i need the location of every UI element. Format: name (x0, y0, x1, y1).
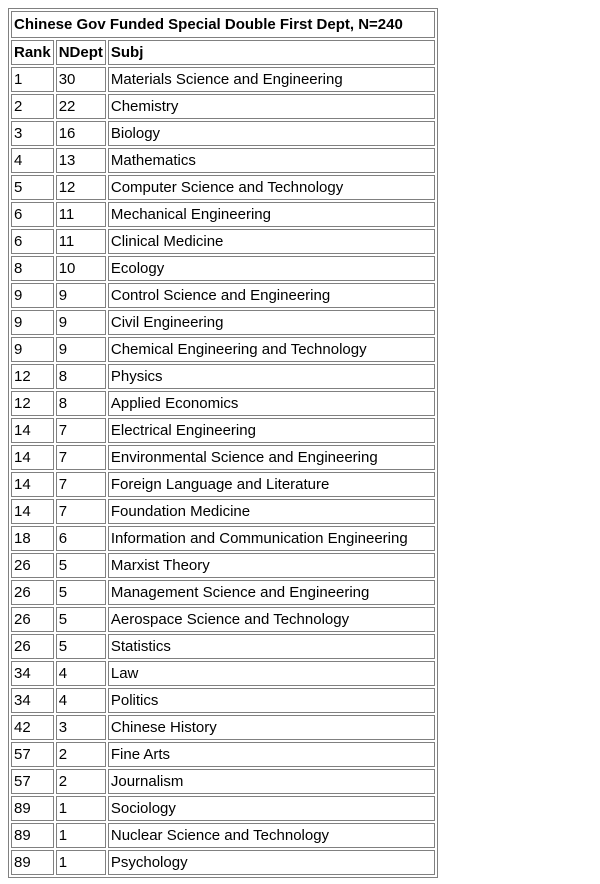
cell-rank: 26 (11, 580, 54, 605)
table-row (11, 499, 435, 524)
cell-rank: 12 (11, 364, 54, 389)
table-row (11, 526, 435, 551)
cell-subj: Sociology (108, 796, 435, 821)
table-row (11, 283, 435, 308)
cell-subj: Ecology (108, 256, 435, 281)
header-ndept: NDept (56, 40, 106, 65)
cell-subj: Environmental Science and Engineering (108, 445, 435, 470)
cell-rank: 1 (11, 67, 54, 92)
cell-rank: 89 (11, 823, 54, 848)
header-rank: Rank (11, 40, 54, 65)
table-row (11, 796, 435, 821)
cell-ndept: 8 (56, 364, 106, 389)
cell-subj: Aerospace Science and Technology (108, 607, 435, 632)
cell-rank: 34 (11, 688, 54, 713)
cell-subj: Foreign Language and Literature (108, 472, 435, 497)
cell-ndept: 4 (56, 661, 106, 686)
cell-subj: Psychology (108, 850, 435, 875)
cell-ndept: 16 (56, 121, 106, 146)
table-row (11, 850, 435, 875)
cell-ndept: 30 (56, 67, 106, 92)
cell-rank: 6 (11, 229, 54, 254)
cell-rank: 14 (11, 472, 54, 497)
table-row (11, 391, 435, 416)
cell-subj: Physics (108, 364, 435, 389)
cell-subj: Materials Science and Engineering (108, 67, 435, 92)
table-row (11, 202, 435, 227)
cell-subj: Nuclear Science and Technology (108, 823, 435, 848)
cell-subj: Foundation Medicine (108, 499, 435, 524)
cell-subj: Statistics (108, 634, 435, 659)
table-row (11, 337, 435, 362)
cell-subj: Electrical Engineering (108, 418, 435, 443)
cell-ndept: 11 (56, 229, 106, 254)
cell-rank: 18 (11, 526, 54, 551)
header-subj: Subj (108, 40, 435, 65)
table-title-row (11, 11, 435, 38)
cell-ndept: 5 (56, 553, 106, 578)
cell-rank: 8 (11, 256, 54, 281)
cell-subj: Civil Engineering (108, 310, 435, 335)
table-row (11, 148, 435, 173)
cell-rank: 4 (11, 148, 54, 173)
cell-ndept: 13 (56, 148, 106, 173)
cell-ndept: 10 (56, 256, 106, 281)
table-row (11, 715, 435, 740)
cell-subj: Mathematics (108, 148, 435, 173)
table-title: Chinese Gov Funded Special Double First Dept, N=240 (11, 11, 435, 38)
table-row (11, 175, 435, 200)
cell-ndept: 5 (56, 580, 106, 605)
table-row (11, 688, 435, 713)
cell-rank: 14 (11, 445, 54, 470)
cell-ndept: 9 (56, 337, 106, 362)
cell-rank: 6 (11, 202, 54, 227)
table-header-row (11, 40, 435, 65)
cell-subj: Marxist Theory (108, 553, 435, 578)
table-row (11, 769, 435, 794)
table-row (11, 553, 435, 578)
table-row (11, 94, 435, 119)
cell-ndept: 11 (56, 202, 106, 227)
cell-ndept: 9 (56, 310, 106, 335)
cell-ndept: 7 (56, 499, 106, 524)
cell-rank: 14 (11, 418, 54, 443)
table-row (11, 607, 435, 632)
cell-ndept: 4 (56, 688, 106, 713)
cell-ndept: 2 (56, 742, 106, 767)
cell-rank: 89 (11, 796, 54, 821)
table-row (11, 67, 435, 92)
cell-rank: 9 (11, 283, 54, 308)
table-row (11, 823, 435, 848)
dept-ranking-table (8, 8, 438, 878)
table-row (11, 634, 435, 659)
table-row (11, 229, 435, 254)
table-row (11, 445, 435, 470)
cell-ndept: 8 (56, 391, 106, 416)
cell-ndept: 22 (56, 94, 106, 119)
table-row (11, 580, 435, 605)
cell-subj: Politics (108, 688, 435, 713)
cell-subj: Management Science and Engineering (108, 580, 435, 605)
cell-subj: Chinese History (108, 715, 435, 740)
table-row (11, 364, 435, 389)
cell-subj: Computer Science and Technology (108, 175, 435, 200)
cell-rank: 26 (11, 607, 54, 632)
cell-subj: Control Science and Engineering (108, 283, 435, 308)
cell-rank: 3 (11, 121, 54, 146)
cell-ndept: 1 (56, 796, 106, 821)
cell-subj: Mechanical Engineering (108, 202, 435, 227)
cell-rank: 34 (11, 661, 54, 686)
cell-subj: Chemistry (108, 94, 435, 119)
table-row (11, 472, 435, 497)
cell-ndept: 9 (56, 283, 106, 308)
cell-ndept: 6 (56, 526, 106, 551)
cell-subj: Fine Arts (108, 742, 435, 767)
cell-ndept: 5 (56, 607, 106, 632)
cell-subj: Law (108, 661, 435, 686)
table-row (11, 121, 435, 146)
cell-rank: 9 (11, 337, 54, 362)
cell-ndept: 1 (56, 850, 106, 875)
cell-rank: 2 (11, 94, 54, 119)
table-row (11, 256, 435, 281)
cell-rank: 26 (11, 634, 54, 659)
cell-subj: Information and Communication Engineering (108, 526, 435, 551)
cell-rank: 14 (11, 499, 54, 524)
cell-rank: 57 (11, 769, 54, 794)
table-row (11, 310, 435, 335)
cell-ndept: 7 (56, 472, 106, 497)
cell-ndept: 3 (56, 715, 106, 740)
cell-rank: 12 (11, 391, 54, 416)
cell-subj: Chemical Engineering and Technology (108, 337, 435, 362)
cell-rank: 42 (11, 715, 54, 740)
table-row (11, 742, 435, 767)
table-body (11, 67, 435, 875)
cell-ndept: 2 (56, 769, 106, 794)
cell-subj: Clinical Medicine (108, 229, 435, 254)
cell-rank: 5 (11, 175, 54, 200)
cell-rank: 26 (11, 553, 54, 578)
cell-subj: Journalism (108, 769, 435, 794)
cell-ndept: 7 (56, 418, 106, 443)
cell-rank: 89 (11, 850, 54, 875)
cell-rank: 57 (11, 742, 54, 767)
cell-rank: 9 (11, 310, 54, 335)
table-row (11, 418, 435, 443)
cell-ndept: 1 (56, 823, 106, 848)
table-row (11, 661, 435, 686)
cell-ndept: 12 (56, 175, 106, 200)
cell-subj: Biology (108, 121, 435, 146)
cell-subj: Applied Economics (108, 391, 435, 416)
cell-ndept: 5 (56, 634, 106, 659)
cell-ndept: 7 (56, 445, 106, 470)
